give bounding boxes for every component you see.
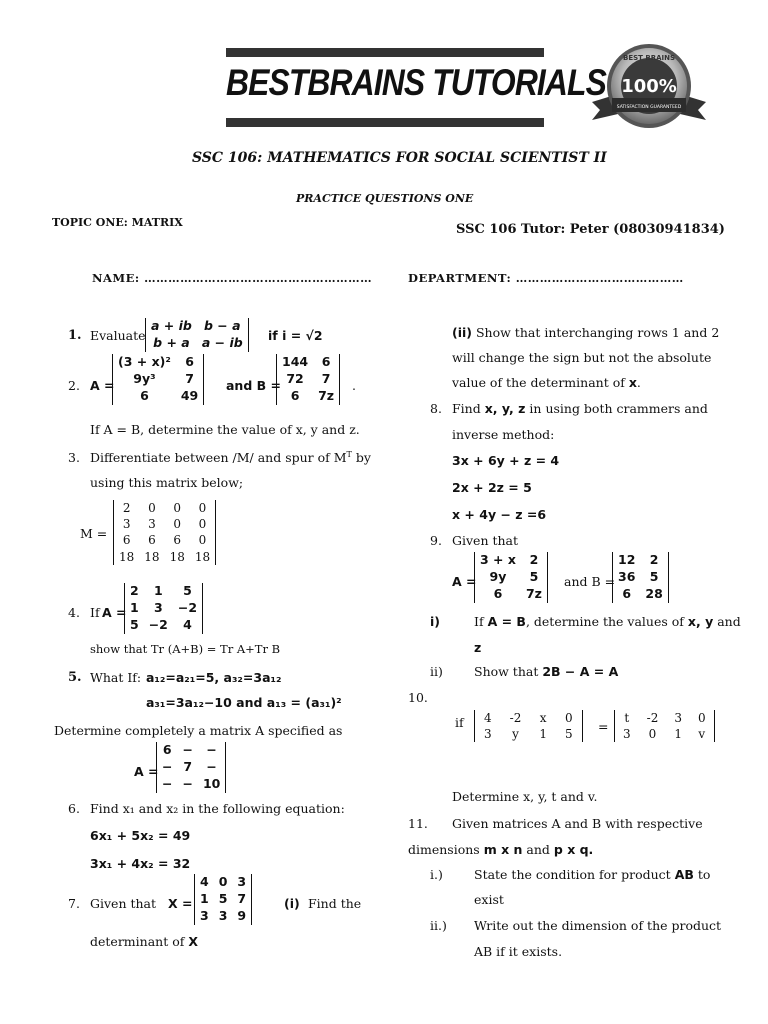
matrix-cell: 6 bbox=[173, 533, 182, 548]
q11-dimensions: dimensions bbox=[408, 842, 480, 857]
q11-and: and bbox=[526, 842, 550, 857]
q2-matrix-b bbox=[276, 354, 340, 405]
q9-i-ab: A = B bbox=[487, 614, 526, 629]
matrix-cell: 0 bbox=[697, 711, 706, 725]
q9-i-line1 bbox=[474, 614, 741, 629]
matrix-cell: 5 bbox=[218, 890, 228, 906]
q1-condition: if i = √2 bbox=[268, 328, 323, 343]
matrix-cell: 0 bbox=[173, 517, 182, 532]
q9-and-b: and B = bbox=[564, 574, 616, 589]
matrix-cell: 0 bbox=[173, 501, 182, 515]
matrix-cell: 7z bbox=[525, 585, 542, 601]
q8-rest: in using both crammers and bbox=[529, 401, 708, 416]
q7-determinant-of bbox=[90, 934, 198, 949]
matrix-cell: −2 bbox=[177, 599, 198, 615]
q8-equation-1: 3x + 6y + z = 4 bbox=[452, 453, 560, 468]
q6-equation-1: 6x₁ + 5x₂ = 49 bbox=[90, 828, 191, 843]
q11-ii-line1: Write out the dimension of the product bbox=[474, 918, 722, 933]
q1-text: Evaluate bbox=[90, 328, 146, 343]
q9-i-xy: x, y bbox=[687, 614, 714, 629]
matrix-cell: 7 bbox=[185, 370, 194, 386]
q4-number: 4. bbox=[68, 605, 80, 620]
q11-ii-line2: AB if it exists. bbox=[474, 944, 563, 959]
matrix-cell: 2 bbox=[529, 552, 539, 567]
q9-a-label: A = bbox=[452, 574, 477, 589]
q7-find: Find the bbox=[308, 896, 362, 911]
q7-ii-x: x bbox=[628, 375, 637, 390]
q7-part-i: (i) bbox=[284, 896, 300, 911]
matrix-cell: y bbox=[512, 727, 519, 742]
matrix-cell: 3 bbox=[153, 599, 163, 615]
q11-pxq: p x q. bbox=[553, 842, 594, 857]
matrix-cell: 6 bbox=[493, 585, 503, 601]
practice-subtitle: PRACTICE QUESTIONS ONE bbox=[296, 192, 474, 205]
matrix-cell: 28 bbox=[645, 585, 663, 601]
matrix-cell: 10 bbox=[202, 775, 221, 791]
q8-equation-2: 2x + 2z = 5 bbox=[452, 480, 532, 495]
q7-ii-line3: value of the determinant of x. bbox=[452, 375, 641, 390]
matrix-cell: 1 bbox=[153, 583, 163, 598]
matrix-cell: 3 bbox=[674, 711, 682, 725]
matrix-cell: 3 bbox=[623, 727, 631, 742]
q6-number: 6. bbox=[68, 801, 80, 816]
q3-line1 bbox=[90, 450, 371, 465]
q10-determine: Determine x, y, t and v. bbox=[452, 789, 598, 804]
matrix-cell: 3 bbox=[122, 517, 131, 532]
matrix-cell: b + a bbox=[153, 334, 190, 350]
q7-number: 7. bbox=[68, 896, 80, 911]
q1-determinant bbox=[145, 318, 249, 352]
q4-matrix bbox=[124, 583, 203, 634]
matrix-cell: − bbox=[182, 742, 193, 757]
q7-ii-label: (ii) bbox=[452, 325, 472, 340]
matrix-cell: 2 bbox=[649, 552, 659, 567]
matrix-cell: b − a bbox=[204, 318, 241, 333]
q9-ii-text: Show that bbox=[474, 664, 539, 679]
matrix-cell: 9y³ bbox=[133, 370, 156, 386]
matrix-cell: 2 bbox=[122, 501, 131, 515]
q3-number: 3. bbox=[68, 450, 80, 465]
matrix-cell: 144 bbox=[282, 354, 309, 369]
q2-end: . bbox=[352, 378, 356, 393]
q9-matrix-b bbox=[612, 552, 669, 603]
matrix-cell: 0 bbox=[218, 874, 228, 889]
matrix-cell: (3 + x)² bbox=[118, 354, 171, 369]
q11-line2 bbox=[408, 842, 593, 857]
matrix-cell: 6 bbox=[290, 387, 300, 403]
q9-given: Given that bbox=[452, 533, 519, 548]
matrix-cell: 18 bbox=[169, 549, 185, 564]
q3-m-label: M = bbox=[80, 526, 108, 541]
q11-i-text: State the condition for product bbox=[474, 867, 671, 882]
matrix-cell: − bbox=[162, 775, 173, 791]
q11-i-label: i.) bbox=[430, 867, 443, 882]
matrix-cell: 6 bbox=[140, 387, 149, 403]
logo-bar-bottom bbox=[226, 118, 544, 127]
matrix-cell: 4 bbox=[183, 616, 192, 632]
matrix-cell: 0 bbox=[648, 727, 657, 742]
logo-bar-top bbox=[226, 48, 544, 57]
q4-a-label: A = bbox=[102, 605, 127, 620]
matrix-cell: 0 bbox=[198, 517, 207, 532]
matrix-cell: 18 bbox=[119, 549, 135, 564]
q7-ii-line1 bbox=[452, 325, 719, 340]
matrix-cell: − bbox=[206, 742, 217, 757]
q9-ii-label: ii) bbox=[430, 664, 443, 679]
matrix-cell: 3 bbox=[484, 727, 492, 742]
q7-ii-text3: value of the determinant of bbox=[452, 375, 625, 390]
q9-matrix-a bbox=[474, 552, 548, 603]
matrix-cell: 18 bbox=[194, 549, 211, 564]
q7-x-label: X = bbox=[168, 896, 193, 911]
q10-number: 10. bbox=[408, 690, 428, 705]
topic-heading: TOPIC ONE: MATRIX bbox=[52, 216, 183, 229]
q7-det-text: determinant of bbox=[90, 934, 185, 949]
q5-determine: Determine completely a matrix A specified as bbox=[54, 723, 343, 738]
matrix-cell: 3 bbox=[200, 907, 209, 923]
q11-line1: Given matrices A and B with respective bbox=[452, 816, 703, 831]
matrix-cell: 1 bbox=[674, 727, 682, 742]
badge-top-text: BEST BRAINS bbox=[622, 54, 676, 62]
badge-bottom-text: SATISFACTION GUARANTEED bbox=[616, 105, 682, 110]
department-field: DEPARTMENT: …………………………………… bbox=[408, 271, 684, 285]
q11-i-ab: AB bbox=[674, 867, 694, 882]
q1-number: 1. bbox=[68, 328, 82, 343]
matrix-cell: 3 bbox=[218, 907, 228, 923]
matrix-cell: 9y bbox=[489, 568, 507, 584]
matrix-cell: -2 bbox=[509, 711, 522, 725]
q7-matrix bbox=[194, 874, 252, 925]
q2-text: If A = B, determine the value of x, y and z. bbox=[90, 422, 360, 437]
q7-given: Given that bbox=[90, 896, 157, 911]
q8-equation-3: x + 4y − z =6 bbox=[452, 507, 547, 522]
brand-logo: BESTBRAINS TUTORIALS bbox=[226, 62, 606, 103]
matrix-cell: 7z bbox=[318, 387, 335, 403]
q5-matrix bbox=[156, 742, 226, 793]
matrix-cell: x bbox=[539, 711, 547, 725]
badge-value-text: 100% bbox=[621, 76, 677, 97]
q5-number: 5. bbox=[68, 670, 82, 685]
q2-a-label: A = bbox=[90, 378, 115, 393]
q10-matrix-right bbox=[614, 710, 715, 742]
q11-mxn: m x n bbox=[483, 842, 523, 857]
q5-line1: a₁₂=a₂₁=5, a₃₂=3a₁₂ bbox=[146, 670, 282, 685]
q11-i-line2: exist bbox=[474, 892, 504, 907]
matrix-cell: 18 bbox=[144, 549, 160, 564]
matrix-cell: 2 bbox=[130, 583, 139, 598]
matrix-cell: 49 bbox=[180, 387, 199, 403]
matrix-cell: 6 bbox=[122, 533, 131, 548]
matrix-cell: 0 bbox=[148, 501, 156, 515]
q7-ii-line2: will change the sign but not the absolute bbox=[452, 350, 712, 365]
matrix-cell: 5 bbox=[529, 568, 539, 584]
q11-i-to: to bbox=[697, 867, 711, 882]
matrix-cell: 6 bbox=[622, 585, 632, 601]
matrix-cell: 3 bbox=[237, 874, 247, 889]
q11-number: 11. bbox=[408, 816, 428, 831]
course-title: SSC 106: MATHEMATICS FOR SOCIAL SCIENTIST II bbox=[192, 150, 607, 166]
name-field: NAME: ………………………………………………… bbox=[92, 271, 373, 285]
matrix-cell: 9 bbox=[237, 907, 247, 923]
matrix-cell: t bbox=[624, 711, 630, 725]
q9-i-text: , determine the values of bbox=[525, 614, 684, 629]
matrix-cell: − bbox=[206, 758, 217, 774]
q9-ii-line bbox=[474, 664, 618, 679]
tutor-info: SSC 106 Tutor: Peter (08030941834) bbox=[456, 222, 725, 237]
matrix-cell: 0 bbox=[198, 501, 207, 515]
matrix-cell: 1 bbox=[539, 727, 547, 742]
matrix-cell: − bbox=[182, 775, 193, 791]
q10-if: if bbox=[455, 715, 464, 730]
matrix-cell: 6 bbox=[162, 742, 172, 757]
q8-line1 bbox=[452, 401, 708, 416]
matrix-cell: 1 bbox=[200, 890, 209, 906]
matrix-cell: 6 bbox=[148, 533, 156, 548]
matrix-cell: 1 bbox=[130, 599, 139, 615]
q11-i-line1 bbox=[474, 867, 710, 882]
matrix-cell: 4 bbox=[200, 874, 209, 889]
q3-by: by bbox=[351, 450, 371, 466]
matrix-cell: 7 bbox=[183, 758, 193, 774]
matrix-cell: 6 bbox=[185, 354, 194, 369]
q5-a-label: A = bbox=[134, 764, 159, 779]
matrix-cell: 0 bbox=[564, 711, 573, 725]
q9-number: 9. bbox=[430, 533, 442, 548]
q2-and-b: and B = bbox=[226, 378, 281, 393]
q9-i-if: If bbox=[474, 614, 484, 629]
q6-text: Find x₁ and x₂ in the following equation: bbox=[90, 801, 345, 816]
matrix-cell: 7 bbox=[321, 370, 331, 386]
q8-xyz: x, y, z bbox=[484, 401, 526, 416]
q3-matrix bbox=[113, 500, 216, 565]
matrix-cell: 3 bbox=[148, 517, 156, 532]
matrix-cell: 4 bbox=[484, 711, 492, 725]
matrix-cell: v bbox=[698, 727, 706, 742]
q5-what: What If: bbox=[90, 670, 142, 685]
q3-superscript: T bbox=[346, 450, 352, 459]
q6-equation-2: 3x₁ + 4x₂ = 32 bbox=[90, 856, 191, 871]
q5-line2: a₃₁=3a₁₂−10 and a₁₃ = (a₃₁)² bbox=[146, 695, 342, 710]
matrix-cell: − bbox=[162, 758, 173, 774]
q10-matrix-left bbox=[474, 710, 583, 742]
matrix-cell: a + ib bbox=[151, 318, 192, 333]
q8-number: 8. bbox=[430, 401, 442, 416]
q2-matrix-a bbox=[112, 354, 204, 405]
q11-ii-label: ii.) bbox=[430, 918, 447, 933]
q3-line2: using this matrix below; bbox=[90, 475, 244, 490]
q2-number: 2. bbox=[68, 378, 80, 393]
matrix-cell: −2 bbox=[148, 616, 168, 632]
q4-show: show that Tr (A+B) = Tr A+Tr B bbox=[90, 642, 281, 656]
matrix-cell: 12 bbox=[618, 552, 636, 567]
q4-if: If bbox=[90, 605, 100, 620]
q9-ii-equation: 2B − A = A bbox=[542, 664, 619, 679]
q9-i-label: i) bbox=[430, 614, 440, 629]
q10-equals: = bbox=[598, 719, 609, 734]
matrix-cell: 5 bbox=[130, 616, 139, 632]
matrix-cell: a − ib bbox=[201, 334, 243, 350]
q8-find: Find bbox=[452, 401, 481, 416]
q7-x-bold: X bbox=[188, 934, 198, 949]
matrix-cell: 5 bbox=[564, 727, 573, 742]
matrix-cell: 7 bbox=[237, 890, 247, 906]
q8-line2: inverse method: bbox=[452, 427, 555, 442]
matrix-cell: -2 bbox=[646, 711, 659, 725]
q3-text: Differentiate between /M/ and spur of M bbox=[90, 450, 347, 466]
matrix-cell: 36 bbox=[618, 568, 636, 584]
satisfaction-badge-icon bbox=[590, 40, 708, 140]
q9-i-and: and bbox=[717, 614, 741, 629]
matrix-cell: 72 bbox=[286, 370, 304, 386]
matrix-cell: 3 + x bbox=[480, 552, 516, 567]
matrix-cell: 6 bbox=[321, 354, 331, 369]
matrix-cell: 0 bbox=[198, 533, 207, 548]
matrix-cell: 5 bbox=[183, 583, 192, 598]
q9-i-z: z bbox=[474, 640, 482, 655]
matrix-cell: 5 bbox=[649, 568, 659, 584]
q7-ii-text: Show that interchanging rows 1 and 2 bbox=[475, 325, 720, 340]
